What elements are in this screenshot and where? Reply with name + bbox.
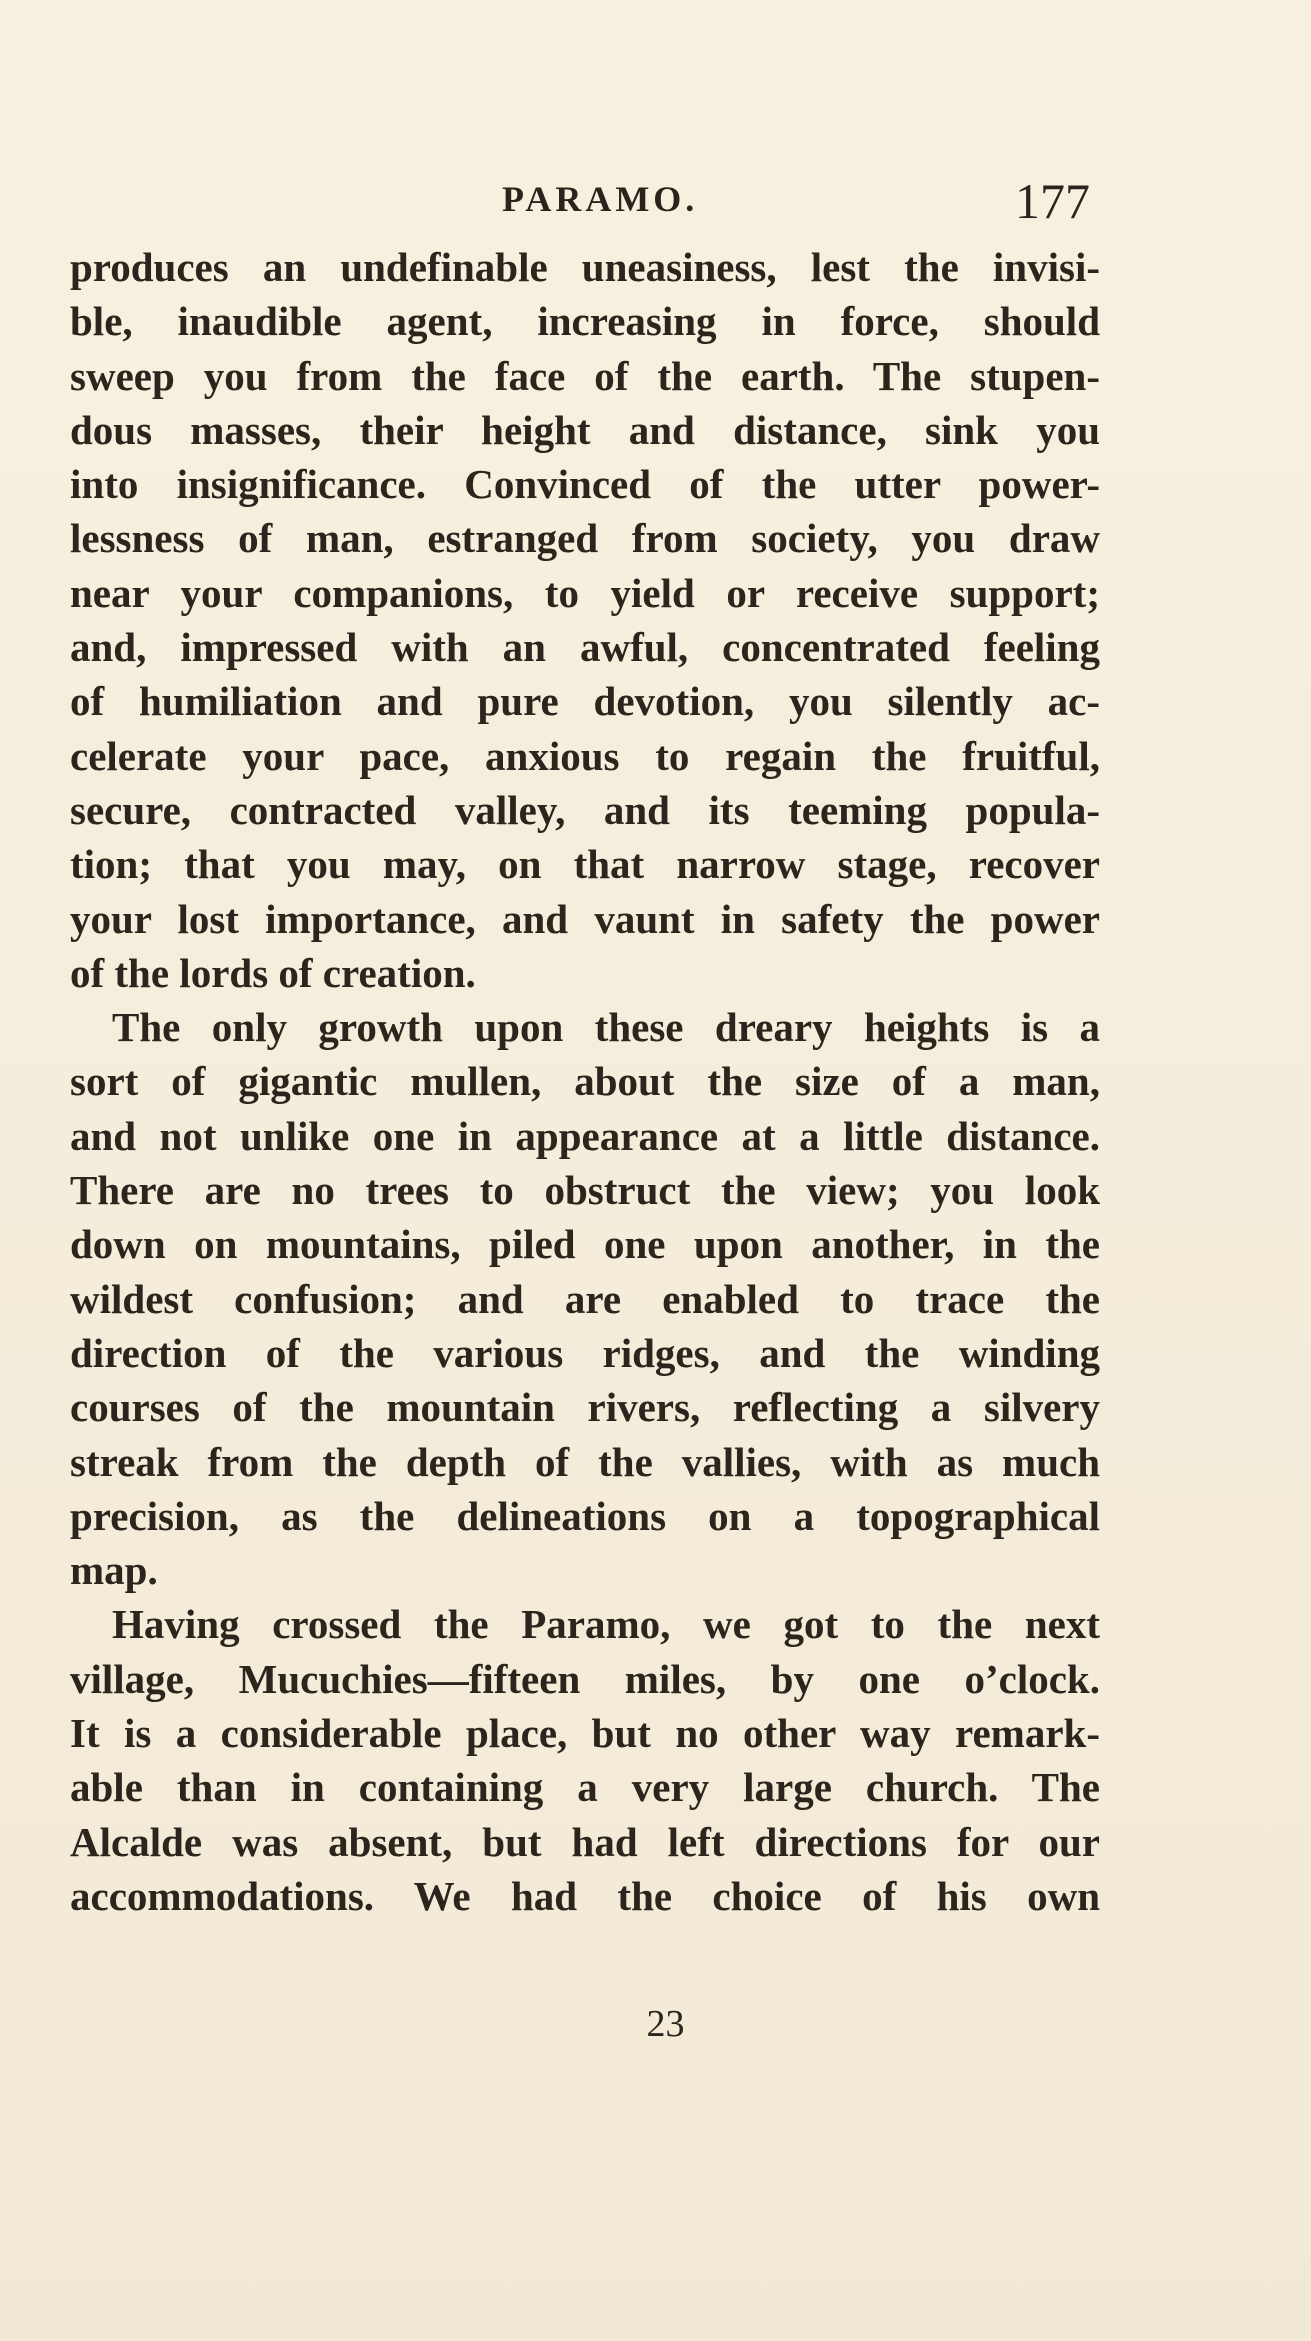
text-line: precision, as the delineations on a topographical — [70, 1492, 1100, 1539]
text-line: map. — [70, 1547, 158, 1594]
text-line: streak from the depth of the vallies, with as much — [70, 1438, 1100, 1485]
text-line: village, Mucuchies—fifteen miles, by one o’clock. — [70, 1655, 1100, 1702]
text-line: dous masses, their height and distance, sink you — [70, 406, 1100, 453]
running-head — [0, 168, 1311, 228]
text-line: ble, inaudible agent, increasing in force, should — [70, 298, 1100, 345]
paragraph — [70, 1000, 1100, 1597]
text-line: accommodations. We had the choice of his own — [70, 1872, 1100, 1919]
text-line: produces an undefinable uneasiness, lest the invisi- — [70, 244, 1100, 290]
text-line: near your companions, to yield or receive support; — [70, 569, 1100, 616]
text-line: Having crossed the Paramo, we got to the next — [112, 1601, 1100, 1648]
text-line: secure, contracted valley, and its teeming popula- — [70, 786, 1100, 833]
text-line: It is a considerable place, but no other way remark- — [70, 1710, 1100, 1757]
body-text — [70, 240, 1100, 1923]
text-line: of humiliation and pure devotion, you silently ac- — [70, 678, 1100, 725]
text-line: tion; that you may, on that narrow stage, recover — [70, 841, 1100, 888]
text-line: sort of gigantic mullen, about the size of a man, — [70, 1058, 1100, 1105]
text-line: and, impressed with an awful, concentrated feeling — [70, 624, 1100, 671]
text-line: and not unlike one in appearance at a little distance. — [70, 1112, 1100, 1159]
text-line: direction of the various ridges, and the winding — [70, 1329, 1100, 1376]
paragraph — [70, 1597, 1100, 1923]
text-line: The only growth upon these dreary heights is a — [112, 1004, 1100, 1051]
text-line: of the lords of creation. — [70, 949, 476, 996]
text-line: There are no trees to obstruct the view; you look — [70, 1167, 1100, 1214]
running-head-title: PARAMO. — [502, 179, 699, 219]
text-line: able than in containing a very large church. The — [70, 1764, 1100, 1811]
text-line: wildest confusion; and are enabled to trace the — [70, 1275, 1100, 1322]
page-number: 177 — [1015, 173, 1090, 229]
text-line: lessness of man, estranged from society, you draw — [70, 515, 1100, 562]
signature-mark: 23 — [646, 2003, 685, 2045]
text-line: down on mountains, piled one upon another, in the — [70, 1221, 1100, 1268]
text-line: Alcalde was absent, but had left directions for our — [70, 1818, 1100, 1865]
text-line: courses of the mountain rivers, reflecting a silvery — [70, 1384, 1100, 1431]
text-line: into insignificance. Convinced of the utter power- — [70, 461, 1100, 508]
text-line: sweep you from the face of the earth. The stupen- — [70, 352, 1100, 399]
text-line: celerate your pace, anxious to regain the fruitful, — [70, 732, 1100, 779]
paragraph — [70, 240, 1100, 1000]
text-line: your lost importance, and vaunt in safety the power — [70, 895, 1100, 942]
